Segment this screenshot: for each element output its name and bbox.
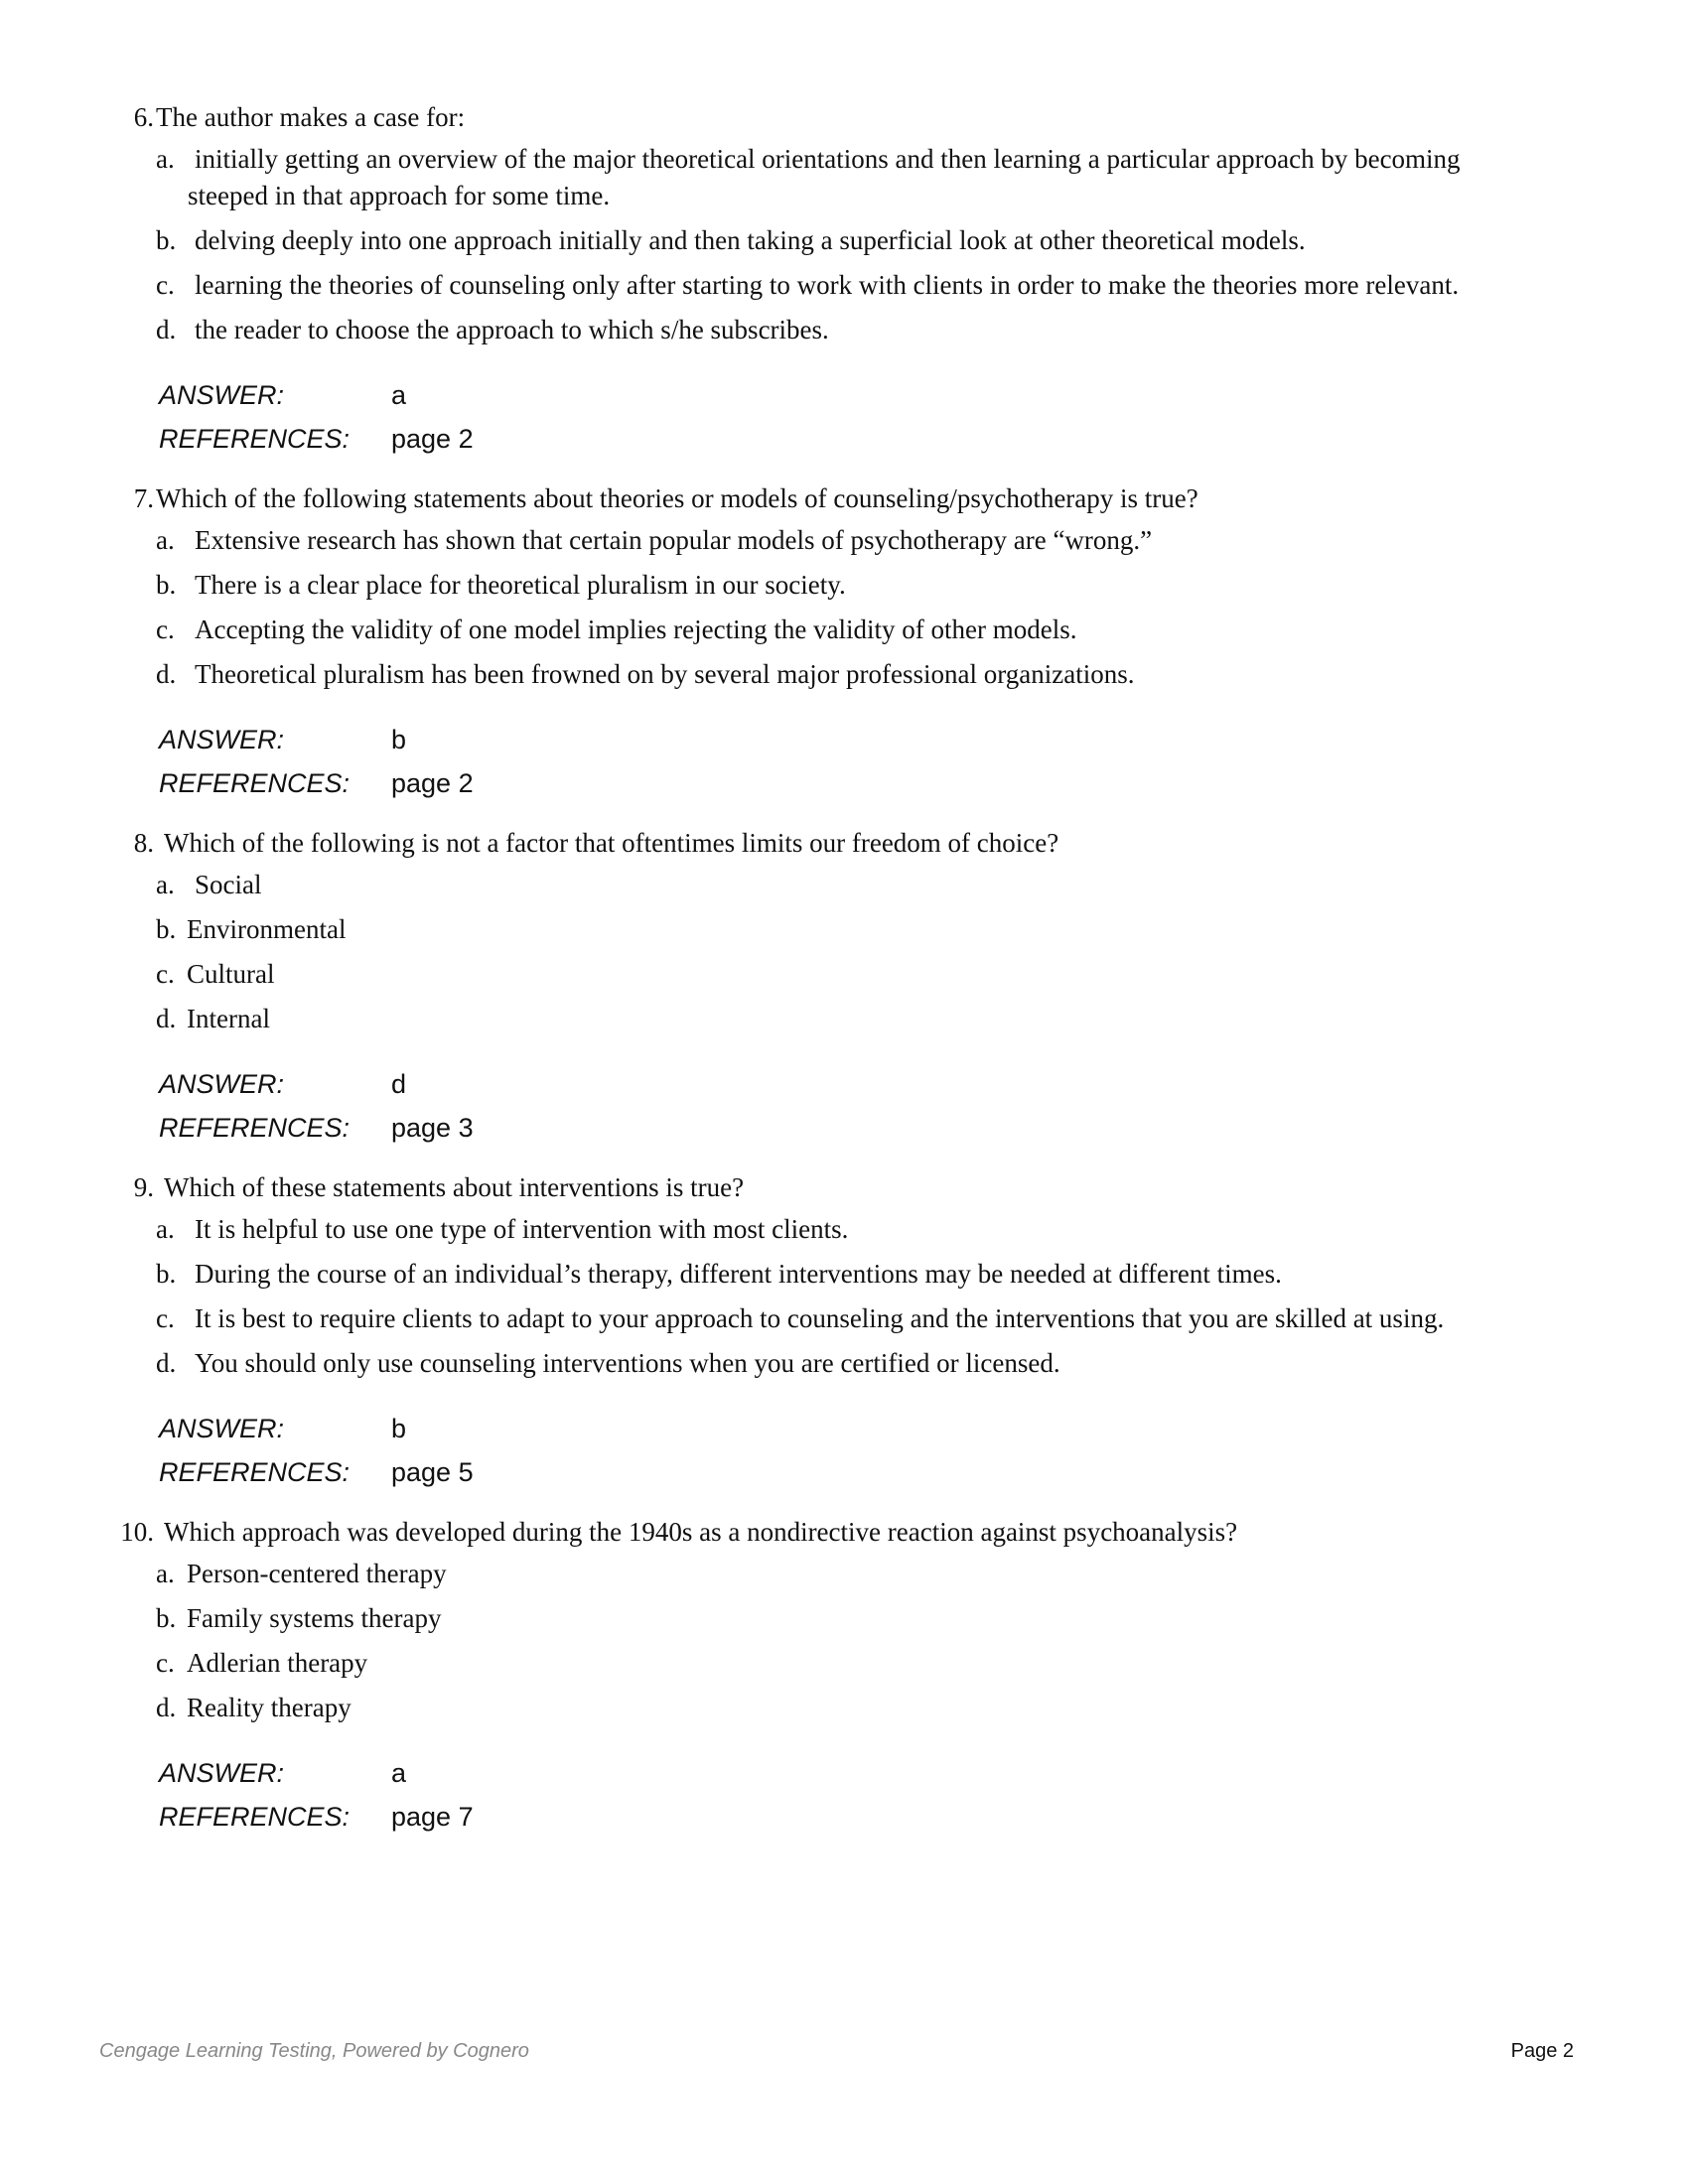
references-value: page 2 [391, 768, 474, 798]
option-text: Environmental [187, 914, 347, 944]
option-text: Adlerian therapy [187, 1648, 368, 1678]
option-d [156, 656, 1526, 693]
references-value: page 7 [391, 1802, 474, 1832]
answer-value: a [391, 380, 407, 410]
option-a [156, 141, 1526, 214]
option-letter: d. [156, 1004, 177, 1033]
option-letter: c. [156, 614, 175, 644]
option-letter: a. [156, 1559, 175, 1588]
question-number: 9. [133, 1172, 154, 1202]
question-list [0, 99, 1688, 1839]
question-number: 10. [120, 1517, 154, 1547]
option-a [156, 1211, 1526, 1248]
option-text: delving deeply into one approach initially and then taking a superficial look at other theoretical models. [195, 225, 1306, 255]
references-label: REFERENCES: [159, 1113, 351, 1143]
option-text: It is helpful to use one type of intervention with most clients. [195, 1214, 849, 1244]
option-a [156, 867, 1526, 903]
option-text: You should only use counseling interventions when you are certified or licensed. [195, 1348, 1060, 1378]
question-stem [0, 825, 1688, 862]
footer-publisher: Cengage Learning Testing, Powered by Cognero [99, 2040, 529, 2062]
question-8 [0, 825, 1688, 1150]
answer-label: ANSWER: [159, 380, 285, 410]
option-letter: a. [156, 144, 175, 174]
option-b [156, 1600, 1526, 1637]
references-label: REFERENCES: [159, 424, 351, 454]
option-d [156, 1690, 1526, 1726]
option-d [156, 1001, 1526, 1037]
option-letter: d. [156, 659, 177, 689]
option-letter: b. [156, 570, 177, 600]
option-text: Theoretical pluralism has been frowned on by several major professional organizations. [195, 659, 1135, 689]
page-number: Page 2 [1510, 2040, 1574, 2062]
option-letter: b. [156, 1603, 177, 1633]
option-letter: c. [156, 270, 175, 300]
option-b [156, 567, 1526, 604]
option-c [156, 267, 1526, 304]
option-d [156, 312, 1526, 348]
references-label: REFERENCES: [159, 1457, 351, 1487]
option-letter: c. [156, 959, 175, 989]
references-label: REFERENCES: [159, 768, 351, 798]
answer-value: b [391, 1414, 407, 1443]
question-text: Which of the following statements about theories or models of counseling/psychotherapy is true? [156, 483, 1198, 513]
option-text: There is a clear place for theoretical pluralism in our society. [195, 570, 846, 600]
option-text: Reality therapy [187, 1693, 352, 1722]
option-letter: d. [156, 315, 177, 344]
option-text: During the course of an individual’s therapy, different interventions may be needed at different times. [195, 1259, 1282, 1289]
option-text: Social [195, 870, 262, 899]
option-text: Extensive research has shown that certain popular models of psychotherapy are “wrong.” [195, 525, 1153, 555]
option-a [156, 522, 1526, 559]
question-number: 6. [133, 102, 154, 132]
option-text: learning the theories of counseling only after starting to work with clients in order to make the theories more relevant. [195, 270, 1460, 300]
question-text: The author makes a case for: [156, 102, 466, 132]
answer-label: ANSWER: [159, 1069, 285, 1099]
option-a [156, 1556, 1526, 1592]
option-c [156, 1300, 1526, 1337]
question-text: Which of these statements about interventions is true? [164, 1172, 745, 1202]
answer-label: ANSWER: [159, 1414, 285, 1443]
option-letter: b. [156, 914, 177, 944]
question-6 [0, 99, 1688, 461]
references-value: page 3 [391, 1113, 474, 1143]
question-number: 7. [133, 483, 154, 513]
question-stem [0, 480, 1688, 517]
option-letter: d. [156, 1348, 177, 1378]
option-letter: d. [156, 1693, 177, 1722]
question-number: 8. [133, 828, 154, 858]
option-text: Person-centered therapy [187, 1559, 447, 1588]
page-footer [99, 2040, 1574, 2063]
option-text: Accepting the validity of one model implies rejecting the validity of other models. [195, 614, 1077, 644]
option-text: the reader to choose the approach to which s/he subscribes. [195, 315, 829, 344]
question-stem [0, 1514, 1688, 1551]
question-7 [0, 480, 1688, 805]
option-b [156, 222, 1526, 259]
option-text: initially getting an overview of the major theoretical orientations and then learning a particular approach by becoming steeped in that approach for some time. [188, 144, 1461, 210]
option-text: Cultural [187, 959, 275, 989]
question-stem [0, 1169, 1688, 1206]
answer-block [159, 1062, 1688, 1150]
option-letter: b. [156, 1259, 177, 1289]
question-stem [0, 99, 1688, 136]
answer-block [159, 373, 1688, 461]
answer-block [159, 1407, 1688, 1494]
option-letter: c. [156, 1648, 175, 1678]
question-text: Which approach was developed during the 1940s as a nondirective reaction against psychoanalysis? [164, 1517, 1238, 1547]
option-b [156, 911, 1526, 948]
option-letter: c. [156, 1303, 175, 1333]
answer-value: a [391, 1758, 407, 1788]
answer-value: d [391, 1069, 407, 1099]
question-10 [0, 1514, 1688, 1839]
option-letter: a. [156, 525, 175, 555]
option-b [156, 1256, 1526, 1293]
option-letter: a. [156, 870, 175, 899]
option-text: Internal [187, 1004, 270, 1033]
option-c [156, 1645, 1526, 1682]
references-value: page 5 [391, 1457, 474, 1487]
answer-block [159, 718, 1688, 805]
option-letter: b. [156, 225, 177, 255]
question-9 [0, 1169, 1688, 1494]
option-text: It is best to require clients to adapt to your approach to counseling and the interventions that you are skilled at using. [195, 1303, 1445, 1333]
references-value: page 2 [391, 424, 474, 454]
option-c [156, 956, 1526, 993]
option-d [156, 1345, 1526, 1382]
option-c [156, 612, 1526, 648]
answer-label: ANSWER: [159, 725, 285, 754]
answer-value: b [391, 725, 407, 754]
question-text: Which of the following is not a factor that oftentimes limits our freedom of choice? [164, 828, 1059, 858]
answer-label: ANSWER: [159, 1758, 285, 1788]
answer-block [159, 1751, 1688, 1839]
references-label: REFERENCES: [159, 1802, 351, 1832]
option-letter: a. [156, 1214, 175, 1244]
option-text: Family systems therapy [187, 1603, 442, 1633]
